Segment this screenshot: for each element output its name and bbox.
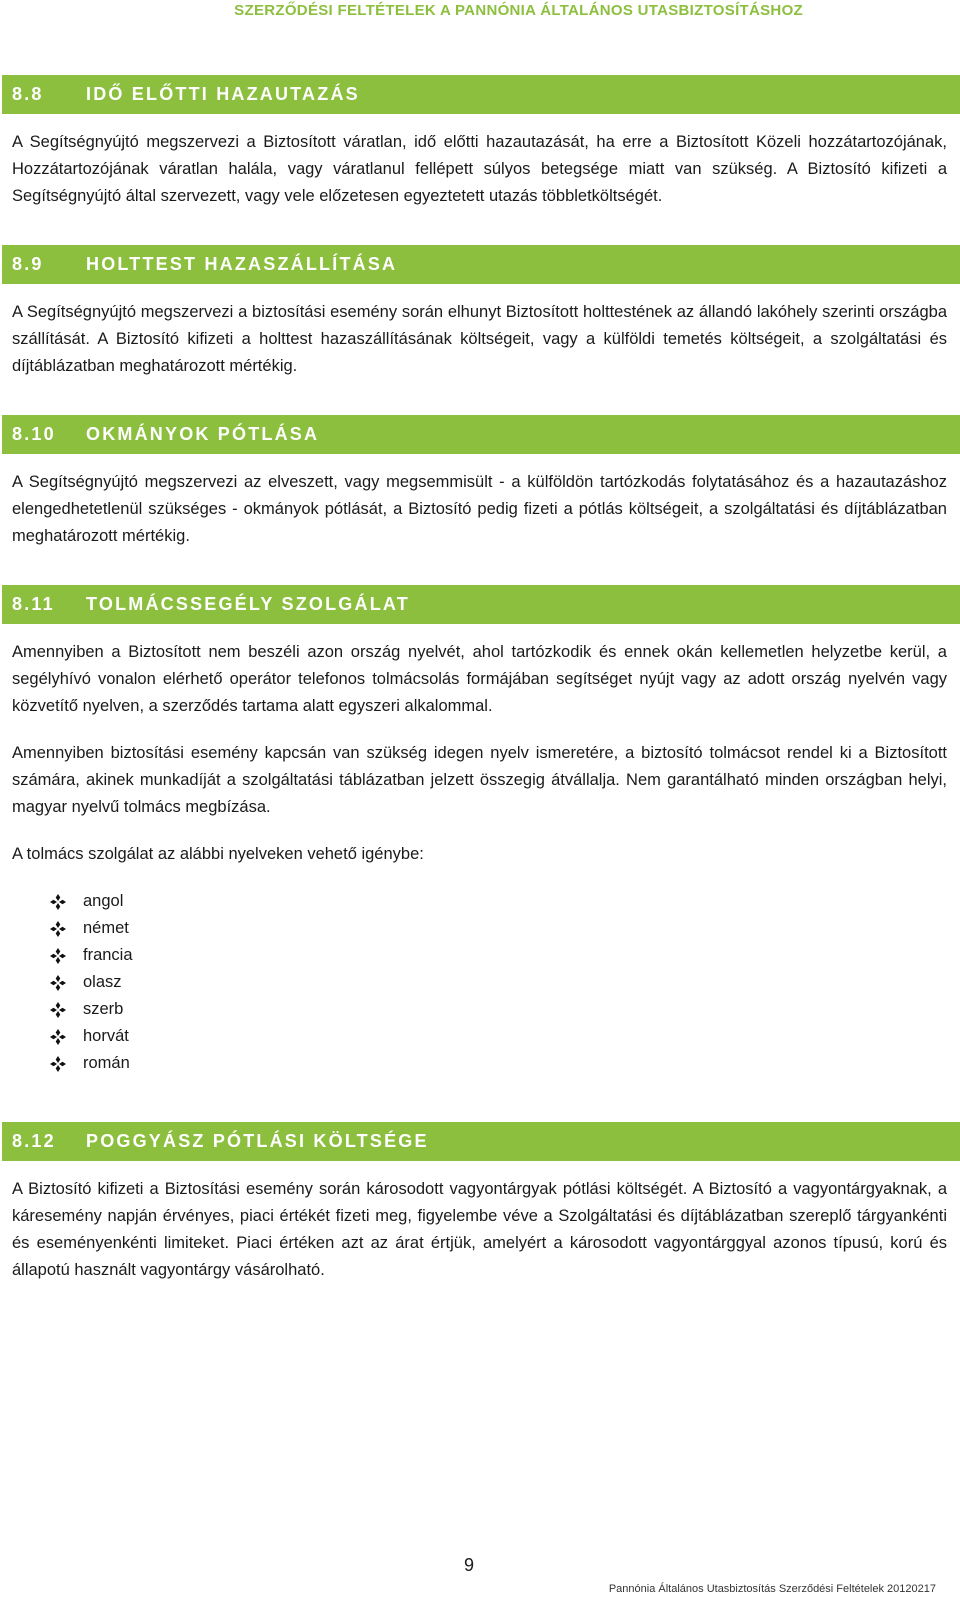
- four-diamond-bullet-icon: [50, 975, 66, 991]
- section-heading-8-8: [2, 75, 960, 114]
- section-number: 8.10: [12, 424, 56, 444]
- section-paragraph: Amennyiben biztosítási esemény kapcsán van szükség idegen nyelv ismeretére, a biztosító tolmácsot rendel ki a Biztosított számára, akinek munkadíját a szolgáltatási táblázatban jelzett összegig átvállalja. Nem garantálható minden országban helyi, magyar nyelvű tolmács megbízása.: [12, 744, 947, 816]
- section-number: 8.8: [12, 84, 44, 104]
- four-diamond-bullet-icon: [50, 921, 66, 937]
- list-item: [50, 942, 960, 969]
- page-number: 9: [463, 1555, 474, 1575]
- section-paragraph: Amennyiben a Biztosított nem beszéli azon ország nyelvét, ahol tartózkodik és ennek okán kellemetlen helyzetbe kerül, a segélyhívó vonalon elérhető operátor telefonos tolmácsolás formájában segítséget nyújt vagy az adott ország nyelvén vagy közvetítő nyelven, a szerződés tartama alatt egyszeri alkalommal.: [12, 643, 947, 715]
- section-title: HOLTTEST HAZASZÁLLÍTÁSA: [86, 254, 398, 274]
- four-diamond-bullet-icon: [50, 1056, 66, 1072]
- list-item-label: horvát: [83, 1027, 129, 1045]
- language-list: [0, 888, 960, 1077]
- four-diamond-bullet-icon: [50, 1002, 66, 1018]
- list-item: [50, 1050, 960, 1077]
- section-number: 8.9: [12, 254, 44, 274]
- list-item: [50, 888, 960, 915]
- four-diamond-bullet-icon: [50, 894, 66, 910]
- section-number: 8.11: [12, 594, 55, 614]
- section-paragraph: A Segítségnyújtó megszervezi a biztosítási esemény során elhunyt Biztosított holttestének az állandó lakóhely szerinti országba szállítását. A Biztosító kifizeti a holttest hazaszállításának költségeit, vagy a külföldi temetés költségeit, a szolgáltatási és díjtáblázatban meghatározott mértékig.: [12, 303, 947, 375]
- four-diamond-bullet-icon: [50, 1029, 66, 1045]
- section-number: 8.12: [12, 1131, 56, 1151]
- footer-note: Pannónia Általános Utasbiztosítás Szerződési Feltételek 20120217: [608, 1583, 936, 1595]
- section-paragraph: A Segítségnyújtó megszervezi a Biztosított váratlan, idő előtti hazautazását, ha erre a Biztosított Közeli hozzátartozójának, Hozzátartozójának váratlan halála, vagy váratlanul fellépett súlyos betegsége miatt van szükség. A Biztosító kifizeti a Segítségnyújtó által szervezett, vagy vele előzetesen egyeztetett utazás többletköltségét.: [12, 133, 947, 205]
- four-diamond-bullet-icon: [50, 948, 66, 964]
- section-title: TOLMÁCSSEGÉLY SZOLGÁLAT: [86, 594, 410, 614]
- list-item: [50, 996, 960, 1023]
- document-body: [0, 75, 960, 1284]
- list-item-label: szerb: [83, 1000, 124, 1018]
- section-paragraph: A Biztosító kifizeti a Biztosítási esemény során károsodott vagyontárgyak pótlási költségét. A Biztosító a vagyontárgyaknak, a káresemény napján érvényes, piaci értékét fizeti meg, figyelembe véve a Szolgáltatási és díjtáblázatban szereplő tárgyankénti és eseményenkénti limiteket. Piaci értéken azt az árat értjük, amelyért a károsodott vagyontárggyal azonos típusú, korú és állapotú használt vagyontárgy vásárolható.: [12, 1180, 947, 1279]
- section-title: POGGYÁSZ PÓTLÁSI KÖLTSÉGE: [86, 1131, 429, 1151]
- section-paragraph: A tolmács szolgálat az alábbi nyelveken vehető igénybe:: [12, 845, 424, 863]
- section-paragraph: A Segítségnyújtó megszervezi az elveszett, vagy megsemmisült - a külföldön tartózkodás folytatásához és a hazautazáshoz elengedhetetlenül szükséges - okmányok pótlását, a Biztosító pedig fizeti a pótlás költségeit, a szolgáltatási és díjtáblázatban meghatározott mértékig.: [12, 473, 947, 545]
- running-header: SZERZŐDÉSI FELTÉTELEK A PANNÓNIA ÁLTALÁNOS UTASBIZTOSÍTÁSHOZ: [234, 2, 803, 19]
- list-item: [50, 969, 960, 996]
- section-title: IDŐ ELŐTTI HAZAUTAZÁS: [86, 84, 360, 104]
- section-heading-8-11: [2, 585, 960, 624]
- section-heading-8-9: [2, 245, 960, 284]
- list-item-label: német: [83, 919, 129, 937]
- list-item-label: román: [83, 1054, 130, 1072]
- list-item: [50, 915, 960, 942]
- section-title: OKMÁNYOK PÓTLÁSA: [86, 424, 320, 444]
- list-item-label: francia: [83, 946, 133, 964]
- list-item-label: olasz: [83, 973, 122, 991]
- list-item-label: angol: [83, 892, 124, 910]
- section-heading-8-10: [2, 415, 960, 454]
- section-heading-8-12: [2, 1122, 960, 1161]
- list-item: [50, 1023, 960, 1050]
